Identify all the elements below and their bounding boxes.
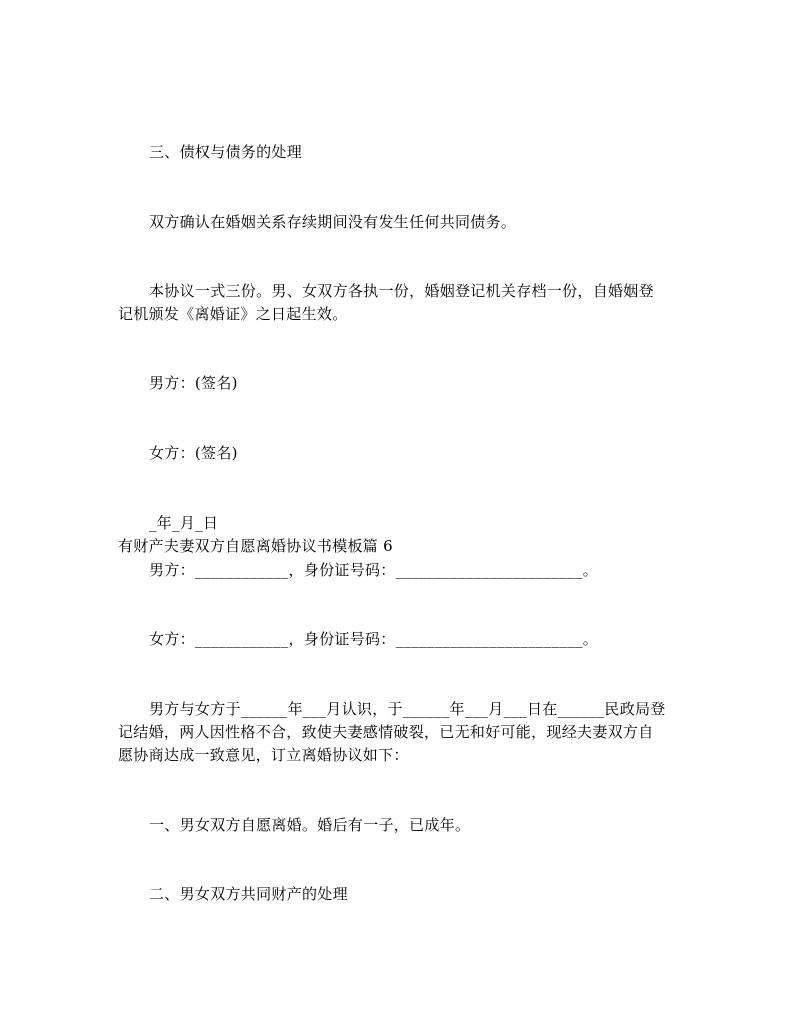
male-id-line: 男方：____________，身份证号码：________________________。 [149,561,599,579]
section3-heading: 三、债权与债务的处理 [149,143,303,161]
item-2: 二、男女双方共同财产的处理 [149,885,348,903]
no-debt-statement: 双方确认在婚姻关系存续期间没有发生任何共同债务。 [149,213,517,231]
intro-paragraph-line2: 记结婚，两人因性格不合，致使夫妻感情破裂，已无和好可能，现经夫妻双方自 [118,723,654,741]
copies-paragraph-line1: 本协议一式三份。男、女双方各执一份，婚姻登记机关存档一份，自婚姻登 [149,282,654,300]
date-line: _年_月_日 [149,514,219,532]
female-id-line: 女方：____________，身份证号码：________________________。 [149,630,599,648]
template-title: 有财产夫妻双方自愿离婚协议书模板篇 6 [118,537,394,555]
intro-paragraph-line1: 男方与女方于______年___月认识，于______年___月___日在______民政局登 [149,700,666,718]
intro-paragraph-line3: 愿协商达成一致意见，订立离婚协议如下： [118,746,409,764]
item-1: 一、男女双方自愿离婚。婚后有一子，已成年。 [149,816,471,834]
female-signature-line: 女方：(签名) [149,444,238,462]
copies-paragraph-line2: 记机颁发《离婚证》之日起生效。 [118,305,348,323]
male-signature-line: 男方：(签名) [149,374,238,392]
